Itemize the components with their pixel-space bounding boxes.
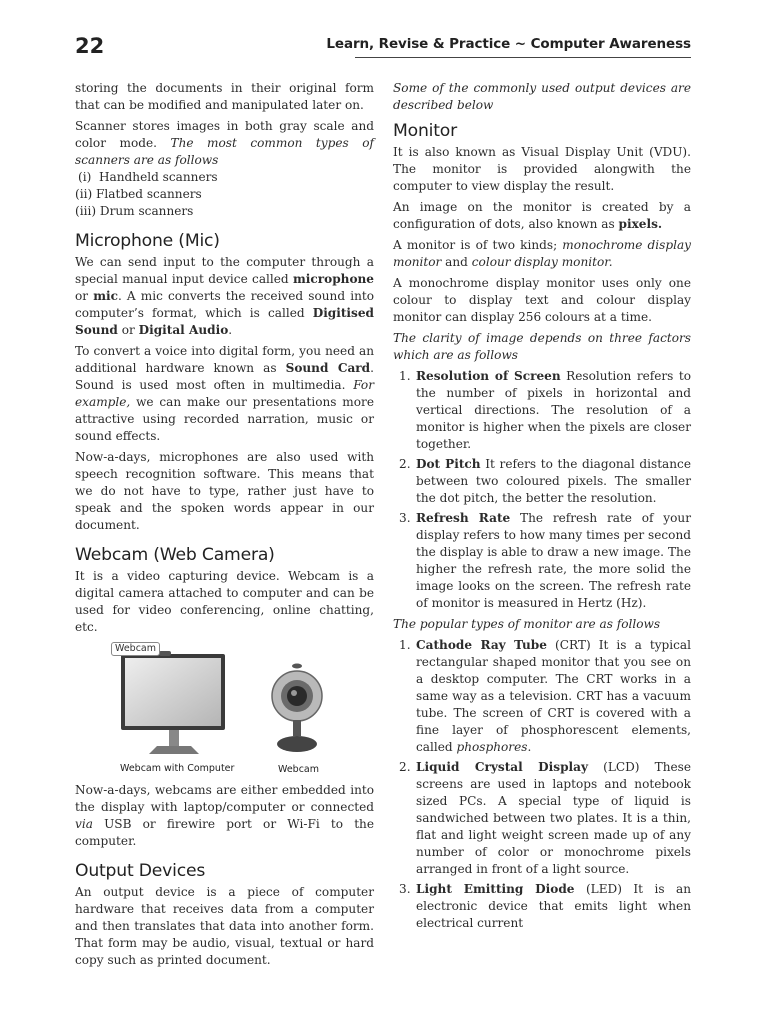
text-run: or [117,323,139,337]
monitor-paragraph-4: A monochrome display monitor uses only one colour to display text and colour display monitor can display 256 colours at a time. [393,276,691,324]
bold-term: Liquid Crystal Display [416,760,588,774]
webcam-icon [159,651,171,656]
bold-term: Light Emitting Diode [416,882,575,896]
item-number: 1. [399,638,411,652]
bold-term: mic [93,289,118,303]
clarity-factors-intro: The clarity of image depends on three factors which are as follows [393,331,691,362]
scanner-types-list [75,169,374,220]
bold-term: pixels. [618,217,663,231]
microphone-paragraph-1 [75,254,374,339]
microphone-paragraph-2 [75,343,374,445]
text-run: . [527,740,532,754]
monitor-with-webcam-image [119,650,229,758]
text-run: We can send input to the computer through a special manual input device called [75,255,374,286]
running-title: Learn, Revise & Practice ~ Computer Awareness [326,36,691,52]
webcam-figure [75,640,374,776]
bold-term: Sound Card [285,361,371,375]
text-run: (LED) It is an electronic device that emits light when electrical current [416,882,691,930]
clarity-factors-list [393,368,691,612]
text-run: Resolution refers to the number of pixels in horizontal and vertical directions. The resolution of a monitor is higher when the pixels are closer together. [416,369,691,451]
list-item: (ii) Flatbed scanners [75,187,202,201]
right-column [393,80,691,936]
italic-run: phosphores [456,740,528,754]
bold-term: Dot Pitch [416,457,481,471]
webcam-image [271,660,323,756]
text-run: Now-a-days, webcams are either embedded into the display with laptop/computer or connected [75,783,374,814]
item-number: 3. [399,882,411,896]
monitor-heading: Monitor [393,121,457,141]
list-item: (i) Handheld scanners [78,170,218,184]
item-number: 2. [399,760,411,774]
text-run: . Sound is used most often in multimedia. [75,361,374,392]
text-run: (LCD) These screens are used in laptops and notebook sized PCs. A special type of liquid is sandwiched between two plates. It is a thin, flat and light weight screen made up of any number of color or monochrome pixels arranged in front of a light source. [416,760,691,876]
item-number: 3. [399,511,411,525]
list-item [393,637,691,756]
item-number: 1. [399,369,411,383]
monitor-paragraph-1: It is also known as Visual Display Unit (VDU). The monitor is provided alongwith the computer to view display the result. [393,145,691,193]
text-run: It refers to the diagonal distance between two coloured pixels. The smaller the dot pitch, the better the resolution. [416,457,691,505]
text-run: and [441,255,472,269]
bold-term: microphone [293,272,374,286]
italic-run: For example, [75,378,374,409]
bold-term: Digital Audio [138,323,229,337]
scanner-modes-text: Scanner stores images in both gray scale and color mode. [75,119,374,150]
text-run: we can make our presentations more attractive using recorded narration, music or sound effects. [75,395,374,443]
text-run: . A mic converts the received sound into computer’s format, which is called [75,289,374,320]
bold-term: Resolution of Screen [416,369,561,383]
left-column [75,80,374,973]
bold-term: Digitised Sound [75,306,374,337]
list-item: (iii) Drum scanners [75,204,194,218]
scanner-continuation: storing the documents in their original form that can be modified and manipulated later on. [75,81,374,112]
output-devices-heading: Output Devices [75,861,206,881]
microphone-paragraph-3: Now-a-days, microphones are also used with speech recognition software. This means that we do not have to type, rather just have to speak and the spoken words appear in our document. [75,450,374,532]
monitor-paragraph-2 [393,199,691,233]
list-item [393,510,691,612]
italic-run: monochrome display monitor [393,238,691,269]
item-number: 2. [399,457,411,471]
list-item [393,881,691,932]
list-item [393,368,691,453]
text-run: (CRT) It is a typical rectangular shaped monitor that you see on a desktop computer. The CRT works in a same way as a television. CRT has a vacuum tube. The screen of CRT is covered with a fine layer of phosphorescent elements, called [416,638,691,754]
list-item [393,456,691,507]
bold-term: Refresh Rate [416,511,511,525]
page-header [75,30,691,60]
italic-run: colour display monitor. [471,255,613,269]
text-run: An image on the monitor is created by a configuration of dots, also known as [393,200,691,231]
webcam-paragraph-1: It is a video capturing device. Webcam is a digital camera attached to computer and can be used for video conferencing, online chatting, etc. [75,569,374,634]
text-run: . [228,323,233,337]
output-devices-paragraph: An output device is a piece of computer hardware that receives data from a computer and then translates that data into another form. That form may be audio, visual, textual or hard copy such as printed document. [75,885,374,967]
bold-term: Cathode Ray Tube [416,638,547,652]
scanner-types-intro: The most common types of scanners are as follows [75,136,374,167]
webcam-heading: Webcam (Web Camera) [75,545,275,565]
page-number: 22 [75,34,105,58]
text-run: To convert a voice into digital form, you need an additional hardware known as [75,344,374,375]
microphone-heading: Microphone (Mic) [75,231,220,251]
list-item [393,759,691,878]
italic-run: via [75,817,93,831]
figure-caption-right: Webcam [278,764,320,775]
webcam-callout-label: Webcam [111,642,160,656]
header-rule [355,57,691,58]
monitor-paragraph-3 [393,237,691,271]
text-run: The refresh rate of your display refers to how many times per second the display is able to draw a new image. The higher the refresh rate, the more solid the image looks on the screen. The refresh rate of monitor is measured in Hertz (Hz). [416,511,691,610]
monitor-types-intro: The popular types of monitor are as follows [393,617,661,631]
figure-caption-left: Webcam with Computer [120,763,235,774]
text-run: or [75,289,94,303]
scanner-modes-paragraph [75,118,374,169]
text-run: A monitor is of two kinds; [393,238,563,252]
webcam-paragraph-2 [75,782,374,850]
monitor-types-list [393,637,691,932]
output-devices-intro: Some of the commonly used output devices are described below [393,81,691,112]
text-run: USB or firewire port or Wi-Fi to the computer. [75,817,374,848]
